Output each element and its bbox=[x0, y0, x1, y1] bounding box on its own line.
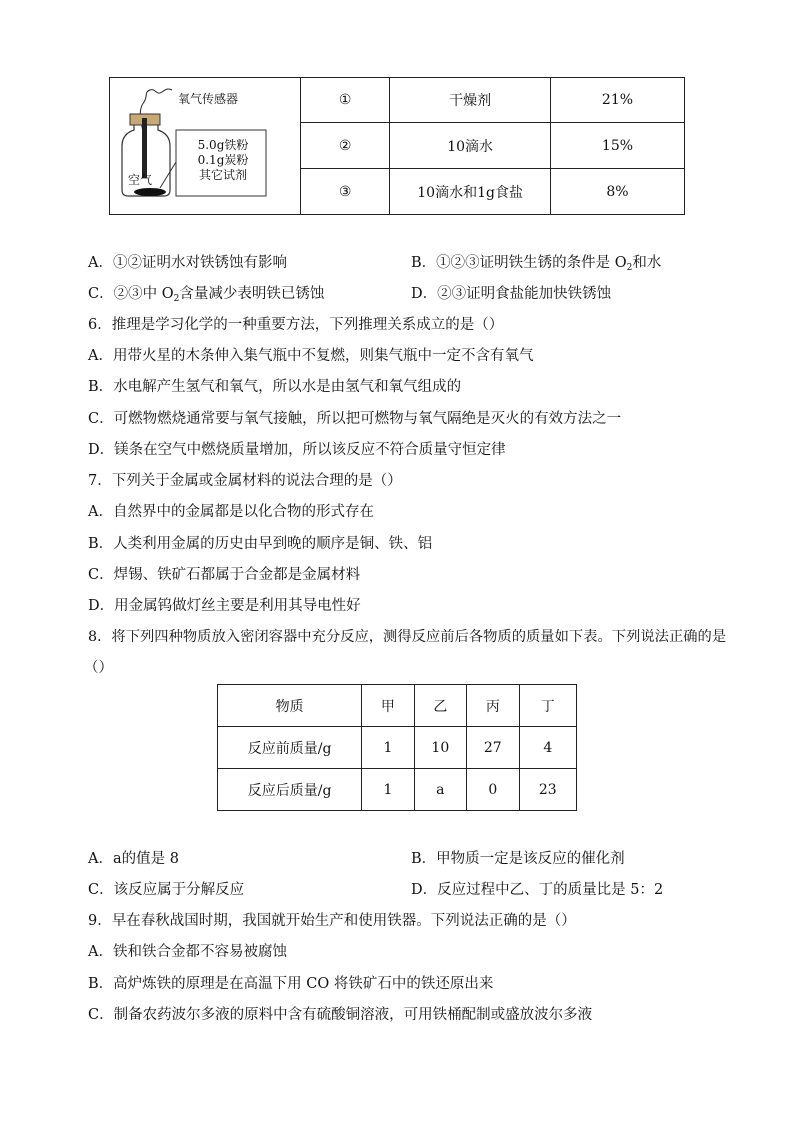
q6-option-a: A．用带火星的木条伸入集气瓶中不复燃，则集气瓶中一定不含有氧气 bbox=[88, 348, 534, 364]
mass-header: 甲 bbox=[362, 685, 414, 727]
mass-cell: 23 bbox=[519, 769, 576, 811]
row-num: ① bbox=[301, 78, 390, 123]
q9-stem: 9．早在春秋战国时期，我国就开始生产和使用铁器。下列说法正确的是（） bbox=[88, 913, 576, 929]
row-result: 8% bbox=[550, 169, 684, 215]
mass-table bbox=[217, 684, 577, 811]
q8-stem: 8．将下列四种物质放入密闭容器中充分反应，测得反应前后各物质的质量如下表。下列说法正确的是 bbox=[88, 629, 727, 645]
q9-option-a: A．铁和铁合金都不容易被腐蚀 bbox=[88, 944, 287, 960]
reagent-line-3: 其它试剂 bbox=[198, 168, 247, 182]
mass-header: 乙 bbox=[414, 685, 466, 727]
row-condition: 10滴水 bbox=[390, 123, 551, 169]
q9-option-c: C．制备农药波尔多液的原料中含有硫酸铜溶液，可用铁桶配制或盛放波尔多液 bbox=[88, 1007, 593, 1023]
sensor-label: 氧气传感器 bbox=[178, 92, 239, 106]
q5-option-d: D．②③证明食盐能加快铁锈蚀 bbox=[411, 286, 612, 302]
row-num: ③ bbox=[301, 169, 390, 215]
q5-option-c-sub: 2 bbox=[173, 294, 180, 304]
row-condition: 干燥剂 bbox=[390, 78, 551, 123]
q8-option-c: C．该反应属于分解反应 bbox=[88, 882, 245, 898]
mass-cell: 1 bbox=[362, 769, 414, 811]
row-condition: 10滴水和1g食盐 bbox=[390, 169, 551, 215]
q5-option-a: A．①②证明水对铁锈蚀有影响 bbox=[88, 255, 287, 271]
mass-cell: 反应前质量/g bbox=[218, 727, 362, 769]
q9-option-b: B．高炉炼铁的原理是在高温下用 CO 将铁矿石中的铁还原出来 bbox=[88, 976, 494, 992]
q7-option-b: B．人类利用金属的历史由早到晚的顺序是铜、铁、铝 bbox=[88, 536, 433, 552]
q8-option-d: D．反应过程中乙、丁的质量比是 5：2 bbox=[411, 882, 664, 898]
mass-cell: 27 bbox=[467, 727, 519, 769]
mass-cell: 4 bbox=[519, 727, 576, 769]
q5-option-b bbox=[411, 254, 661, 277]
mass-cell: 0 bbox=[467, 769, 519, 811]
q5-option-c-text: C．②③中 O bbox=[88, 286, 174, 302]
q6-option-c: C．可燃物燃烧通常要与氧气接触，所以把可燃物与氧气隔绝是灭火的有效方法之一 bbox=[88, 411, 622, 427]
mass-cell: 10 bbox=[414, 727, 466, 769]
q5-option-c bbox=[88, 285, 324, 308]
mass-cell: 反应后质量/g bbox=[218, 769, 362, 811]
q6-option-b: B．水电解产生氢气和氧气，所以水是由氢气和氧气组成的 bbox=[88, 379, 462, 395]
q5-option-c-tail: 含量减少表明铁已锈蚀 bbox=[179, 286, 325, 302]
row-result: 21% bbox=[550, 78, 684, 123]
q8-option-b: B．甲物质一定是该反应的催化剂 bbox=[411, 851, 625, 867]
mass-header: 丁 bbox=[519, 685, 576, 727]
experiment-table bbox=[109, 77, 685, 215]
q5-option-b-sub: 2 bbox=[626, 263, 633, 273]
q5-option-b-tail: 和水 bbox=[632, 255, 662, 271]
reagent-line-1: 5.0g铁粉 bbox=[197, 138, 249, 152]
mass-header: 物质 bbox=[218, 685, 362, 727]
mass-header: 丙 bbox=[467, 685, 519, 727]
q8-stem-cont: （） bbox=[84, 660, 113, 676]
air-label: 空气 bbox=[128, 173, 153, 187]
row-result: 15% bbox=[550, 123, 684, 169]
q7-stem: 7．下列关于金属或金属材料的说法合理的是（） bbox=[88, 473, 402, 489]
mass-cell: 1 bbox=[362, 727, 414, 769]
q6-stem: 6．推理是学习化学的一种重要方法，下列推理关系成立的是（） bbox=[88, 317, 504, 333]
q8-option-a: A．a的值是 8 bbox=[88, 851, 179, 867]
row-num: ② bbox=[301, 123, 390, 169]
q7-option-a: A．自然界中的金属都是以化合物的形式存在 bbox=[88, 504, 374, 520]
q7-option-c: C．焊锡、铁矿石都属于合金都是金属材料 bbox=[88, 567, 361, 583]
q6-option-d: D．镁条在空气中燃烧质量增加，所以该反应不符合质量守恒定律 bbox=[88, 442, 506, 458]
reagent-line-2: 0.1g炭粉 bbox=[197, 153, 249, 167]
apparatus-figure-cell bbox=[110, 78, 301, 215]
mass-cell: a bbox=[414, 769, 466, 811]
q7-option-d: D．用金属钨做灯丝主要是利用其导电性好 bbox=[88, 598, 361, 614]
q5-option-b-text: B．①②③证明铁生锈的条件是 O bbox=[411, 255, 627, 271]
